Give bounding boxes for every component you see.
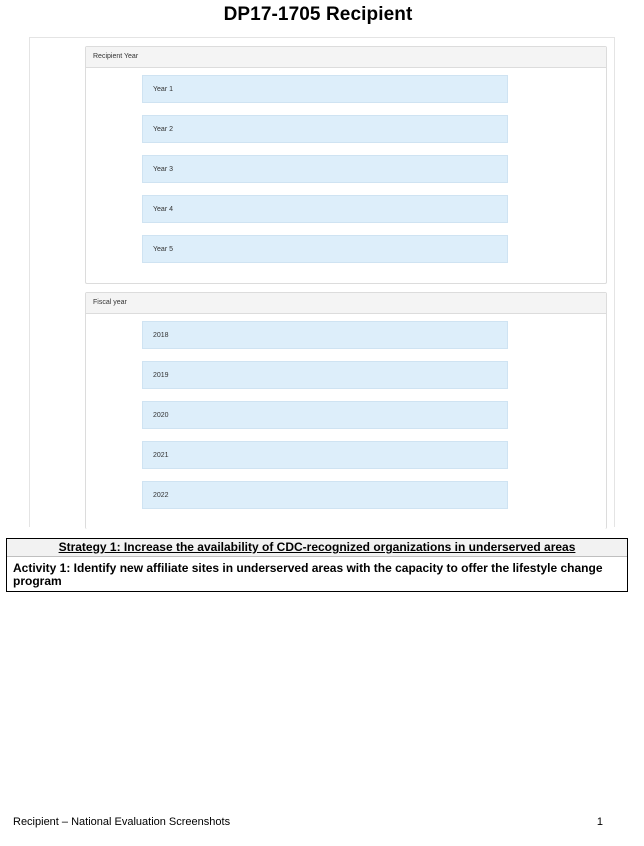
activity-text: Activity 1: Identify new affiliate sites in underserved areas with the capacity to offer the lifestyle change program <box>13 561 603 588</box>
footer-text: Recipient – National Evaluation Screenshots <box>13 816 231 828</box>
fiscal-year-header: Fiscal year <box>86 293 606 314</box>
recipient-year-option-4[interactable]: Year 4 <box>142 195 508 223</box>
recipient-year-panel <box>85 46 607 284</box>
strategy-title: Strategy 1: Increase the availability of CDC-recognized organizations in underserved areas <box>7 539 627 557</box>
fiscal-year-panel <box>85 292 607 529</box>
fiscal-year-option-2022[interactable]: 2022 <box>142 481 508 509</box>
recipient-year-option-5[interactable]: Year 5 <box>142 235 508 263</box>
fiscal-year-option-2018[interactable]: 2018 <box>142 321 508 349</box>
page-number: 1 <box>596 816 603 828</box>
recipient-year-option-3[interactable]: Year 3 <box>142 155 508 183</box>
strategy-box <box>6 538 628 592</box>
fiscal-year-option-2019[interactable]: 2019 <box>142 361 508 389</box>
page-title: DP17-1705 Recipient <box>223 4 413 25</box>
recipient-year-option-1[interactable]: Year 1 <box>142 75 508 103</box>
screenshot-frame <box>29 37 615 527</box>
recipient-year-header: Recipient Year <box>86 47 606 68</box>
fiscal-year-option-2020[interactable]: 2020 <box>142 401 508 429</box>
fiscal-year-option-2021[interactable]: 2021 <box>142 441 508 469</box>
recipient-year-option-2[interactable]: Year 2 <box>142 115 508 143</box>
